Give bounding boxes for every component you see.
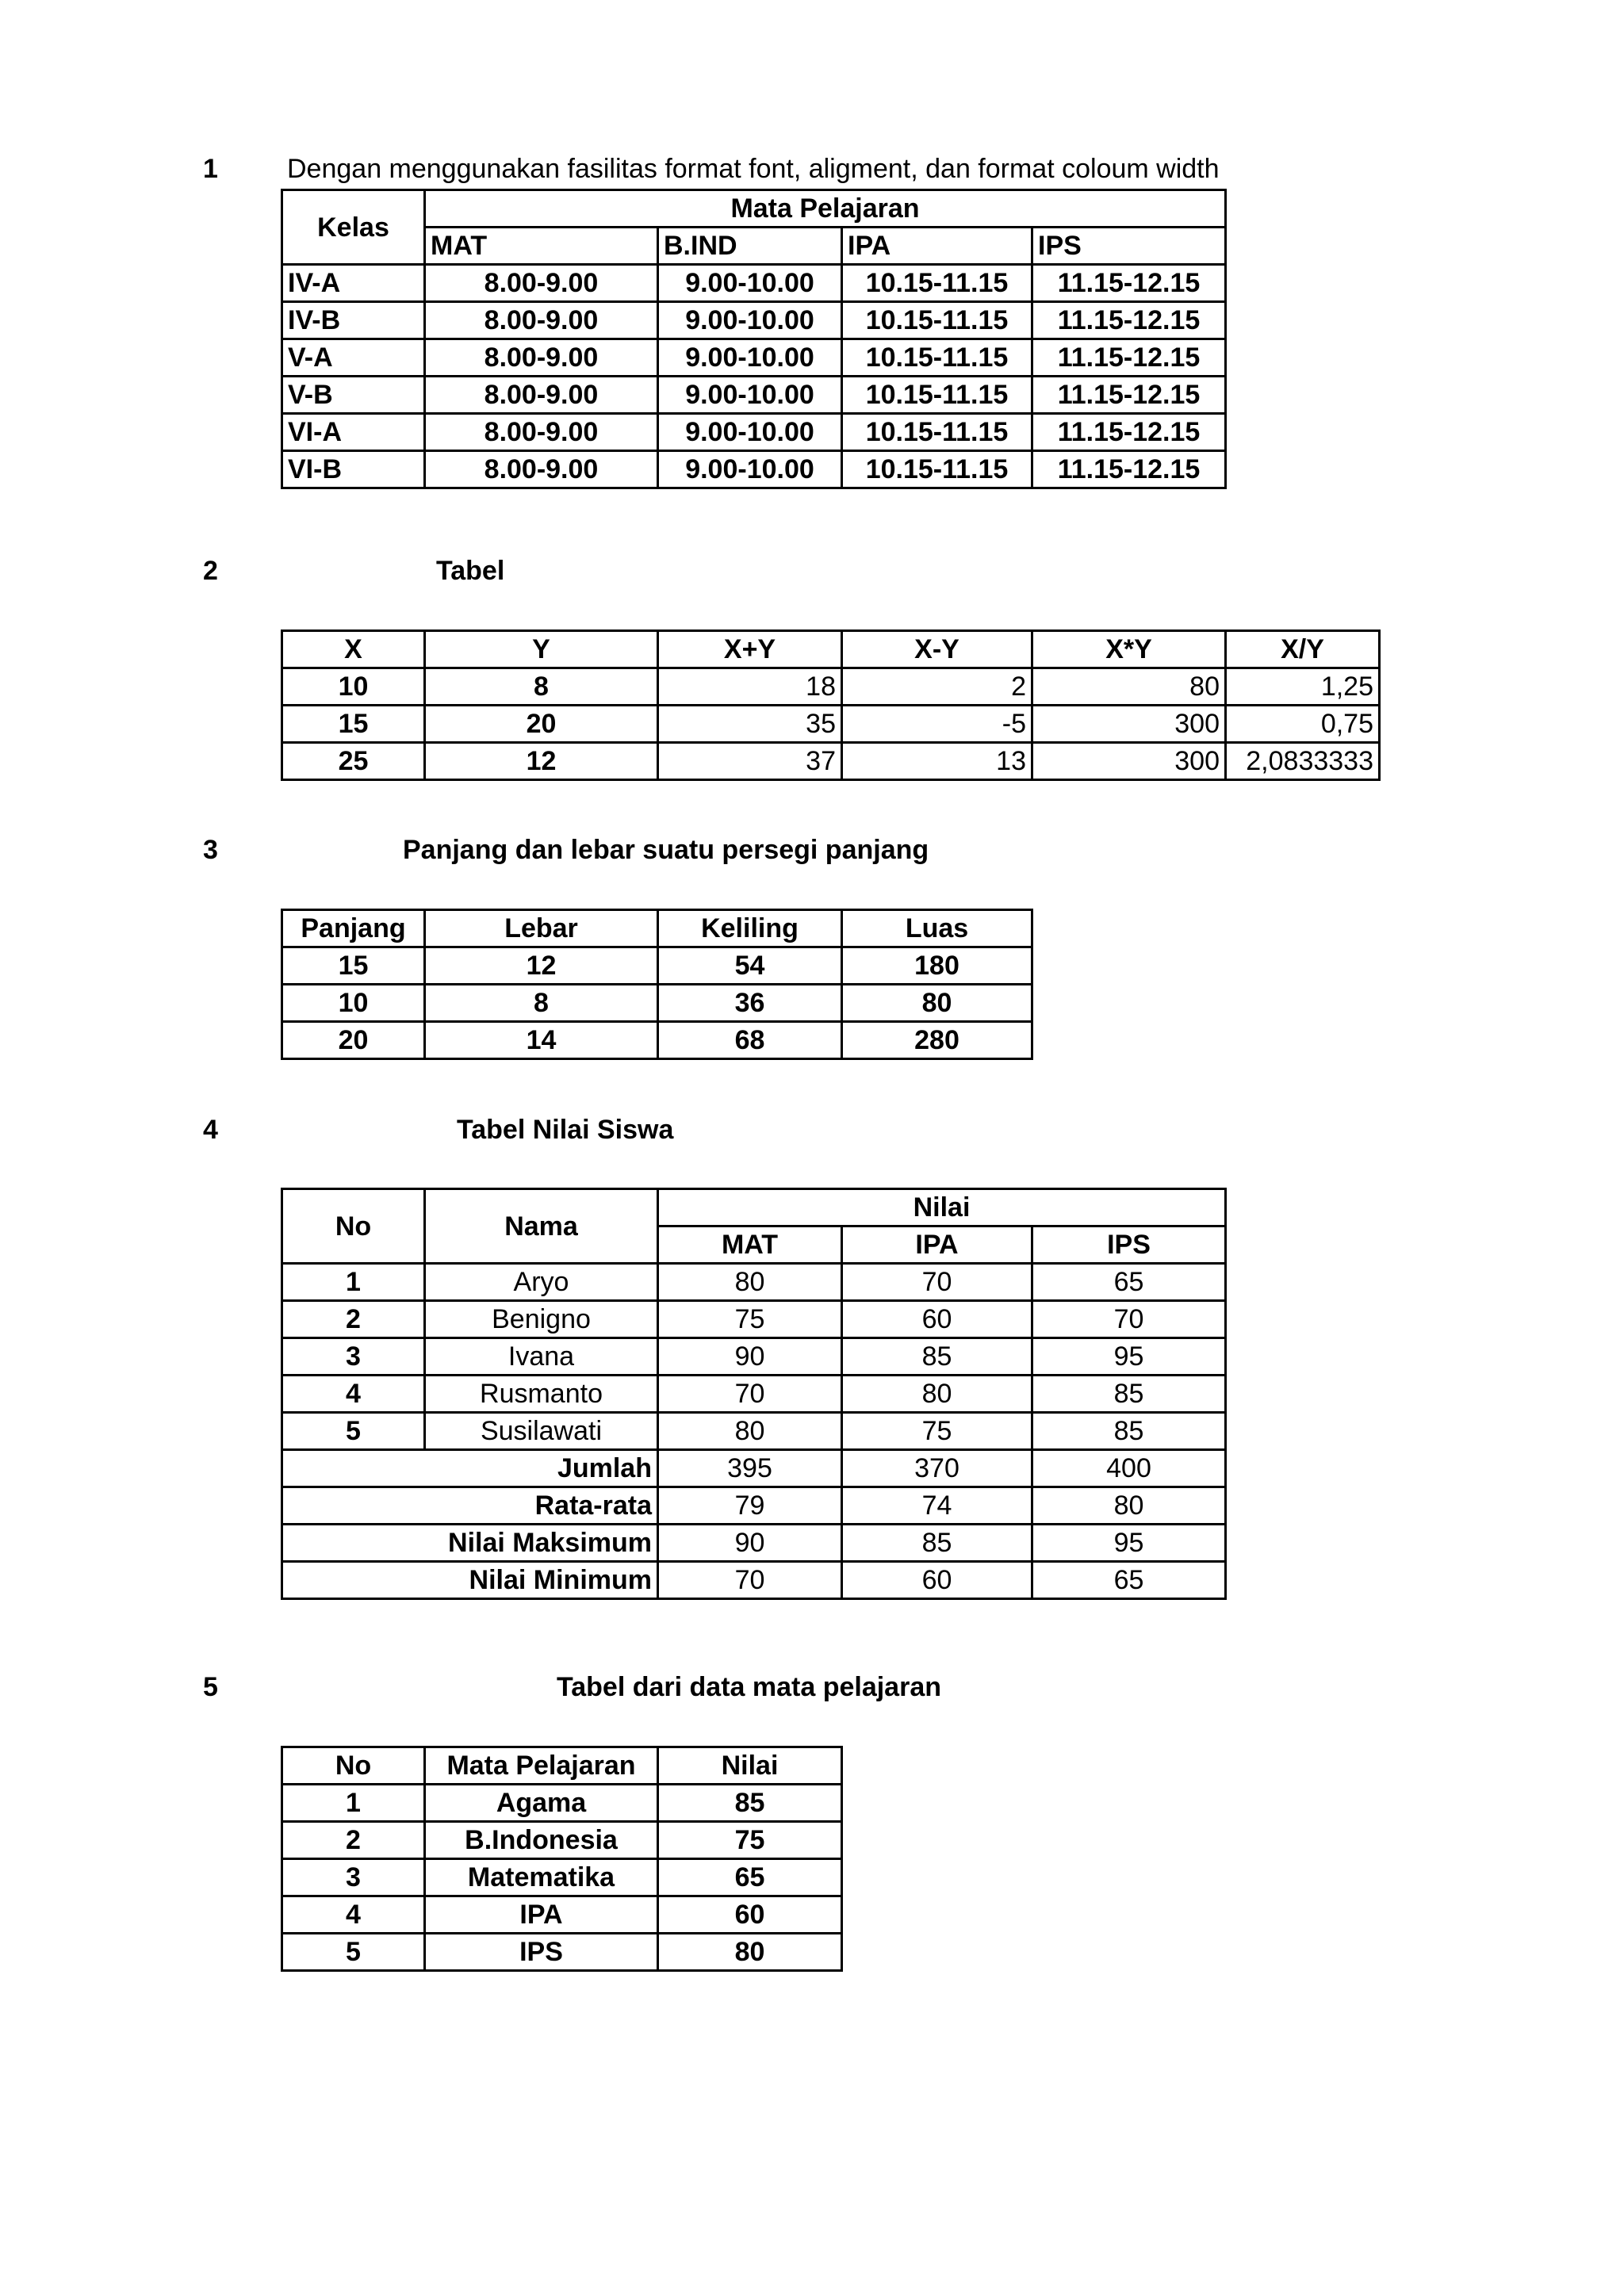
cell-sum: 35 — [658, 706, 842, 743]
cell-no: 3 — [282, 1859, 425, 1896]
cell-time: 9.00-10.00 — [658, 414, 842, 451]
cell-y: 12 — [425, 743, 658, 780]
table-row — [282, 1022, 1032, 1059]
cell-no: 4 — [282, 1376, 425, 1413]
table-row — [282, 1264, 1226, 1301]
cell-nama: Susilawati — [425, 1413, 658, 1450]
header-subject: IPS — [1032, 1226, 1226, 1264]
cell: 20 — [282, 1022, 425, 1059]
cell-score: 80 — [658, 1934, 842, 1971]
cell-score: 65 — [1032, 1264, 1226, 1301]
cell-sum: 18 — [658, 668, 842, 706]
cell-score: 75 — [658, 1822, 842, 1859]
cell: 80 — [842, 985, 1032, 1022]
cell-score: 85 — [842, 1338, 1032, 1376]
cell-quotient: 0,75 — [1226, 706, 1380, 743]
cell-time: 9.00-10.00 — [658, 339, 842, 377]
section-3-title: Panjang dan lebar suatu persegi panjang — [403, 835, 929, 865]
header-subject: MAT — [658, 1226, 842, 1264]
cell-time: 10.15-11.15 — [842, 265, 1032, 302]
header-cell: X+Y — [658, 631, 842, 668]
cell-subject: Agama — [425, 1785, 658, 1822]
table-row — [282, 339, 1226, 377]
cell-time: 11.15-12.15 — [1032, 414, 1226, 451]
cell-subject: B.Indonesia — [425, 1822, 658, 1859]
cell-no: 2 — [282, 1822, 425, 1859]
cell: 54 — [658, 947, 842, 985]
header-cell: Mata Pelajaran — [425, 1747, 658, 1785]
cell-score: 65 — [658, 1859, 842, 1896]
cell-time: 9.00-10.00 — [658, 451, 842, 488]
table-row — [282, 302, 1226, 339]
cell-time: 8.00-9.00 — [425, 451, 658, 488]
header-cell: Panjang — [282, 910, 425, 947]
cell-score: 90 — [658, 1338, 842, 1376]
cell-score: 85 — [1032, 1376, 1226, 1413]
header-cell: Nilai — [658, 1747, 842, 1785]
cell-quotient: 2,0833333 — [1226, 743, 1380, 780]
summary-value: 370 — [842, 1450, 1032, 1487]
cell-no: 1 — [282, 1264, 425, 1301]
cell-no: 1 — [282, 1785, 425, 1822]
header-kelas: Kelas — [282, 190, 425, 265]
cell-nama: Benigno — [425, 1301, 658, 1338]
table-row — [282, 1896, 842, 1934]
summary-label: Nilai Minimum — [282, 1562, 658, 1599]
section-4-number: 4 — [203, 1115, 218, 1145]
cell: 280 — [842, 1022, 1032, 1059]
summary-value: 60 — [842, 1562, 1032, 1599]
cell-time: 10.15-11.15 — [842, 377, 1032, 414]
section-2-number: 2 — [203, 556, 218, 586]
summary-value: 79 — [658, 1487, 842, 1525]
cell-no: 3 — [282, 1338, 425, 1376]
header-no: No — [282, 1189, 425, 1264]
summary-value: 80 — [1032, 1487, 1226, 1525]
header-cell: Y — [425, 631, 658, 668]
summary-label: Nilai Maksimum — [282, 1525, 658, 1562]
cell-time: 10.15-11.15 — [842, 414, 1032, 451]
schedule-table — [281, 189, 1227, 489]
cell-time: 10.15-11.15 — [842, 451, 1032, 488]
subject-score-table — [281, 1746, 843, 1972]
header-subject: IPA — [842, 228, 1032, 265]
cell: 36 — [658, 985, 842, 1022]
rectangle-table — [281, 909, 1033, 1060]
cell: 180 — [842, 947, 1032, 985]
cell-kelas: VI-B — [282, 451, 425, 488]
table-row — [282, 1934, 842, 1971]
cell-score: 85 — [658, 1785, 842, 1822]
summary-row — [282, 1562, 1226, 1599]
summary-value: 400 — [1032, 1450, 1226, 1487]
table-row — [282, 668, 1380, 706]
section-4-title: Tabel Nilai Siswa — [457, 1115, 674, 1145]
cell-time: 10.15-11.15 — [842, 339, 1032, 377]
cell-product: 300 — [1032, 706, 1226, 743]
cell-kelas: IV-B — [282, 302, 425, 339]
cell-time: 8.00-9.00 — [425, 414, 658, 451]
section-5-number: 5 — [203, 1672, 218, 1702]
summary-value: 90 — [658, 1525, 842, 1562]
table-row — [282, 1859, 842, 1896]
cell-quotient: 1,25 — [1226, 668, 1380, 706]
table-row — [282, 451, 1226, 488]
header-cell: Keliling — [658, 910, 842, 947]
cell-kelas: VI-A — [282, 414, 425, 451]
header-subject: IPA — [842, 1226, 1032, 1264]
table-row — [282, 1338, 1226, 1376]
cell-x: 15 — [282, 706, 425, 743]
cell: 10 — [282, 985, 425, 1022]
cell-score: 80 — [658, 1413, 842, 1450]
student-grades-table — [281, 1188, 1227, 1600]
cell-y: 20 — [425, 706, 658, 743]
table-row — [282, 1413, 1226, 1450]
cell-score: 80 — [658, 1264, 842, 1301]
header-cell: Lebar — [425, 910, 658, 947]
cell-score: 75 — [842, 1413, 1032, 1450]
summary-row — [282, 1525, 1226, 1562]
header-nilai: Nilai — [658, 1189, 1226, 1226]
table-row — [282, 947, 1032, 985]
cell-time: 10.15-11.15 — [842, 302, 1032, 339]
cell-nama: Ivana — [425, 1338, 658, 1376]
cell-time: 9.00-10.00 — [658, 302, 842, 339]
header-subject: MAT — [425, 228, 658, 265]
section-1-number: 1 — [203, 154, 218, 184]
cell-time: 11.15-12.15 — [1032, 377, 1226, 414]
cell-time: 8.00-9.00 — [425, 339, 658, 377]
cell-time: 11.15-12.15 — [1032, 339, 1226, 377]
table-row — [282, 265, 1226, 302]
header-subject: IPS — [1032, 228, 1226, 265]
xy-table — [281, 629, 1381, 781]
summary-value: 85 — [842, 1525, 1032, 1562]
summary-value: 74 — [842, 1487, 1032, 1525]
section-2-title: Tabel — [436, 556, 505, 586]
cell: 14 — [425, 1022, 658, 1059]
header-cell: Luas — [842, 910, 1032, 947]
cell-time: 8.00-9.00 — [425, 377, 658, 414]
cell: 8 — [425, 985, 658, 1022]
header-subject: B.IND — [658, 228, 842, 265]
cell-score: 75 — [658, 1301, 842, 1338]
cell-subject: Matematika — [425, 1859, 658, 1896]
cell-no: 4 — [282, 1896, 425, 1934]
section-3-number: 3 — [203, 835, 218, 865]
cell-time: 8.00-9.00 — [425, 265, 658, 302]
cell-kelas: V-A — [282, 339, 425, 377]
summary-value: 395 — [658, 1450, 842, 1487]
cell-score: 95 — [1032, 1338, 1226, 1376]
cell-diff: 13 — [842, 743, 1032, 780]
cell-time: 9.00-10.00 — [658, 265, 842, 302]
header-cell: X-Y — [842, 631, 1032, 668]
table-row — [282, 743, 1380, 780]
cell-time: 11.15-12.15 — [1032, 302, 1226, 339]
cell: 15 — [282, 947, 425, 985]
table-row — [282, 1376, 1226, 1413]
cell-score: 80 — [842, 1376, 1032, 1413]
cell-score: 70 — [1032, 1301, 1226, 1338]
cell-score: 70 — [842, 1264, 1032, 1301]
summary-label: Jumlah — [282, 1450, 658, 1487]
summary-value: 95 — [1032, 1525, 1226, 1562]
section-1-title: Dengan menggunakan fasilitas format font, aligment, dan format coloum width — [287, 154, 1220, 184]
cell-subject: IPS — [425, 1934, 658, 1971]
cell: 68 — [658, 1022, 842, 1059]
cell-y: 8 — [425, 668, 658, 706]
cell-time: 11.15-12.15 — [1032, 265, 1226, 302]
summary-row — [282, 1487, 1226, 1525]
cell-diff: -5 — [842, 706, 1032, 743]
cell-no: 5 — [282, 1413, 425, 1450]
cell-time: 8.00-9.00 — [425, 302, 658, 339]
cell: 12 — [425, 947, 658, 985]
header-cell: X*Y — [1032, 631, 1226, 668]
table-row — [282, 1301, 1226, 1338]
header-cell: X/Y — [1226, 631, 1380, 668]
summary-value: 70 — [658, 1562, 842, 1599]
cell-x: 10 — [282, 668, 425, 706]
cell-sum: 37 — [658, 743, 842, 780]
table-row — [282, 706, 1380, 743]
header-cell: X — [282, 631, 425, 668]
cell-x: 25 — [282, 743, 425, 780]
table-row — [282, 985, 1032, 1022]
summary-value: 65 — [1032, 1562, 1226, 1599]
summary-row — [282, 1450, 1226, 1487]
section-5-title: Tabel dari data mata pelajaran — [557, 1672, 941, 1702]
cell-score: 70 — [658, 1376, 842, 1413]
table-row — [282, 1785, 842, 1822]
cell-score: 60 — [842, 1301, 1032, 1338]
header-mata-pelajaran: Mata Pelajaran — [425, 190, 1226, 228]
header-cell: No — [282, 1747, 425, 1785]
cell-kelas: V-B — [282, 377, 425, 414]
cell-nama: Rusmanto — [425, 1376, 658, 1413]
cell-product: 300 — [1032, 743, 1226, 780]
cell-time: 9.00-10.00 — [658, 377, 842, 414]
cell-subject: IPA — [425, 1896, 658, 1934]
cell-score: 85 — [1032, 1413, 1226, 1450]
cell-diff: 2 — [842, 668, 1032, 706]
cell-nama: Aryo — [425, 1264, 658, 1301]
table-row — [282, 414, 1226, 451]
cell-score: 60 — [658, 1896, 842, 1934]
cell-time: 11.15-12.15 — [1032, 451, 1226, 488]
cell-product: 80 — [1032, 668, 1226, 706]
header-nama: Nama — [425, 1189, 658, 1264]
cell-no: 5 — [282, 1934, 425, 1971]
table-row — [282, 1822, 842, 1859]
cell-no: 2 — [282, 1301, 425, 1338]
summary-label: Rata-rata — [282, 1487, 658, 1525]
table-row — [282, 377, 1226, 414]
cell-kelas: IV-A — [282, 265, 425, 302]
